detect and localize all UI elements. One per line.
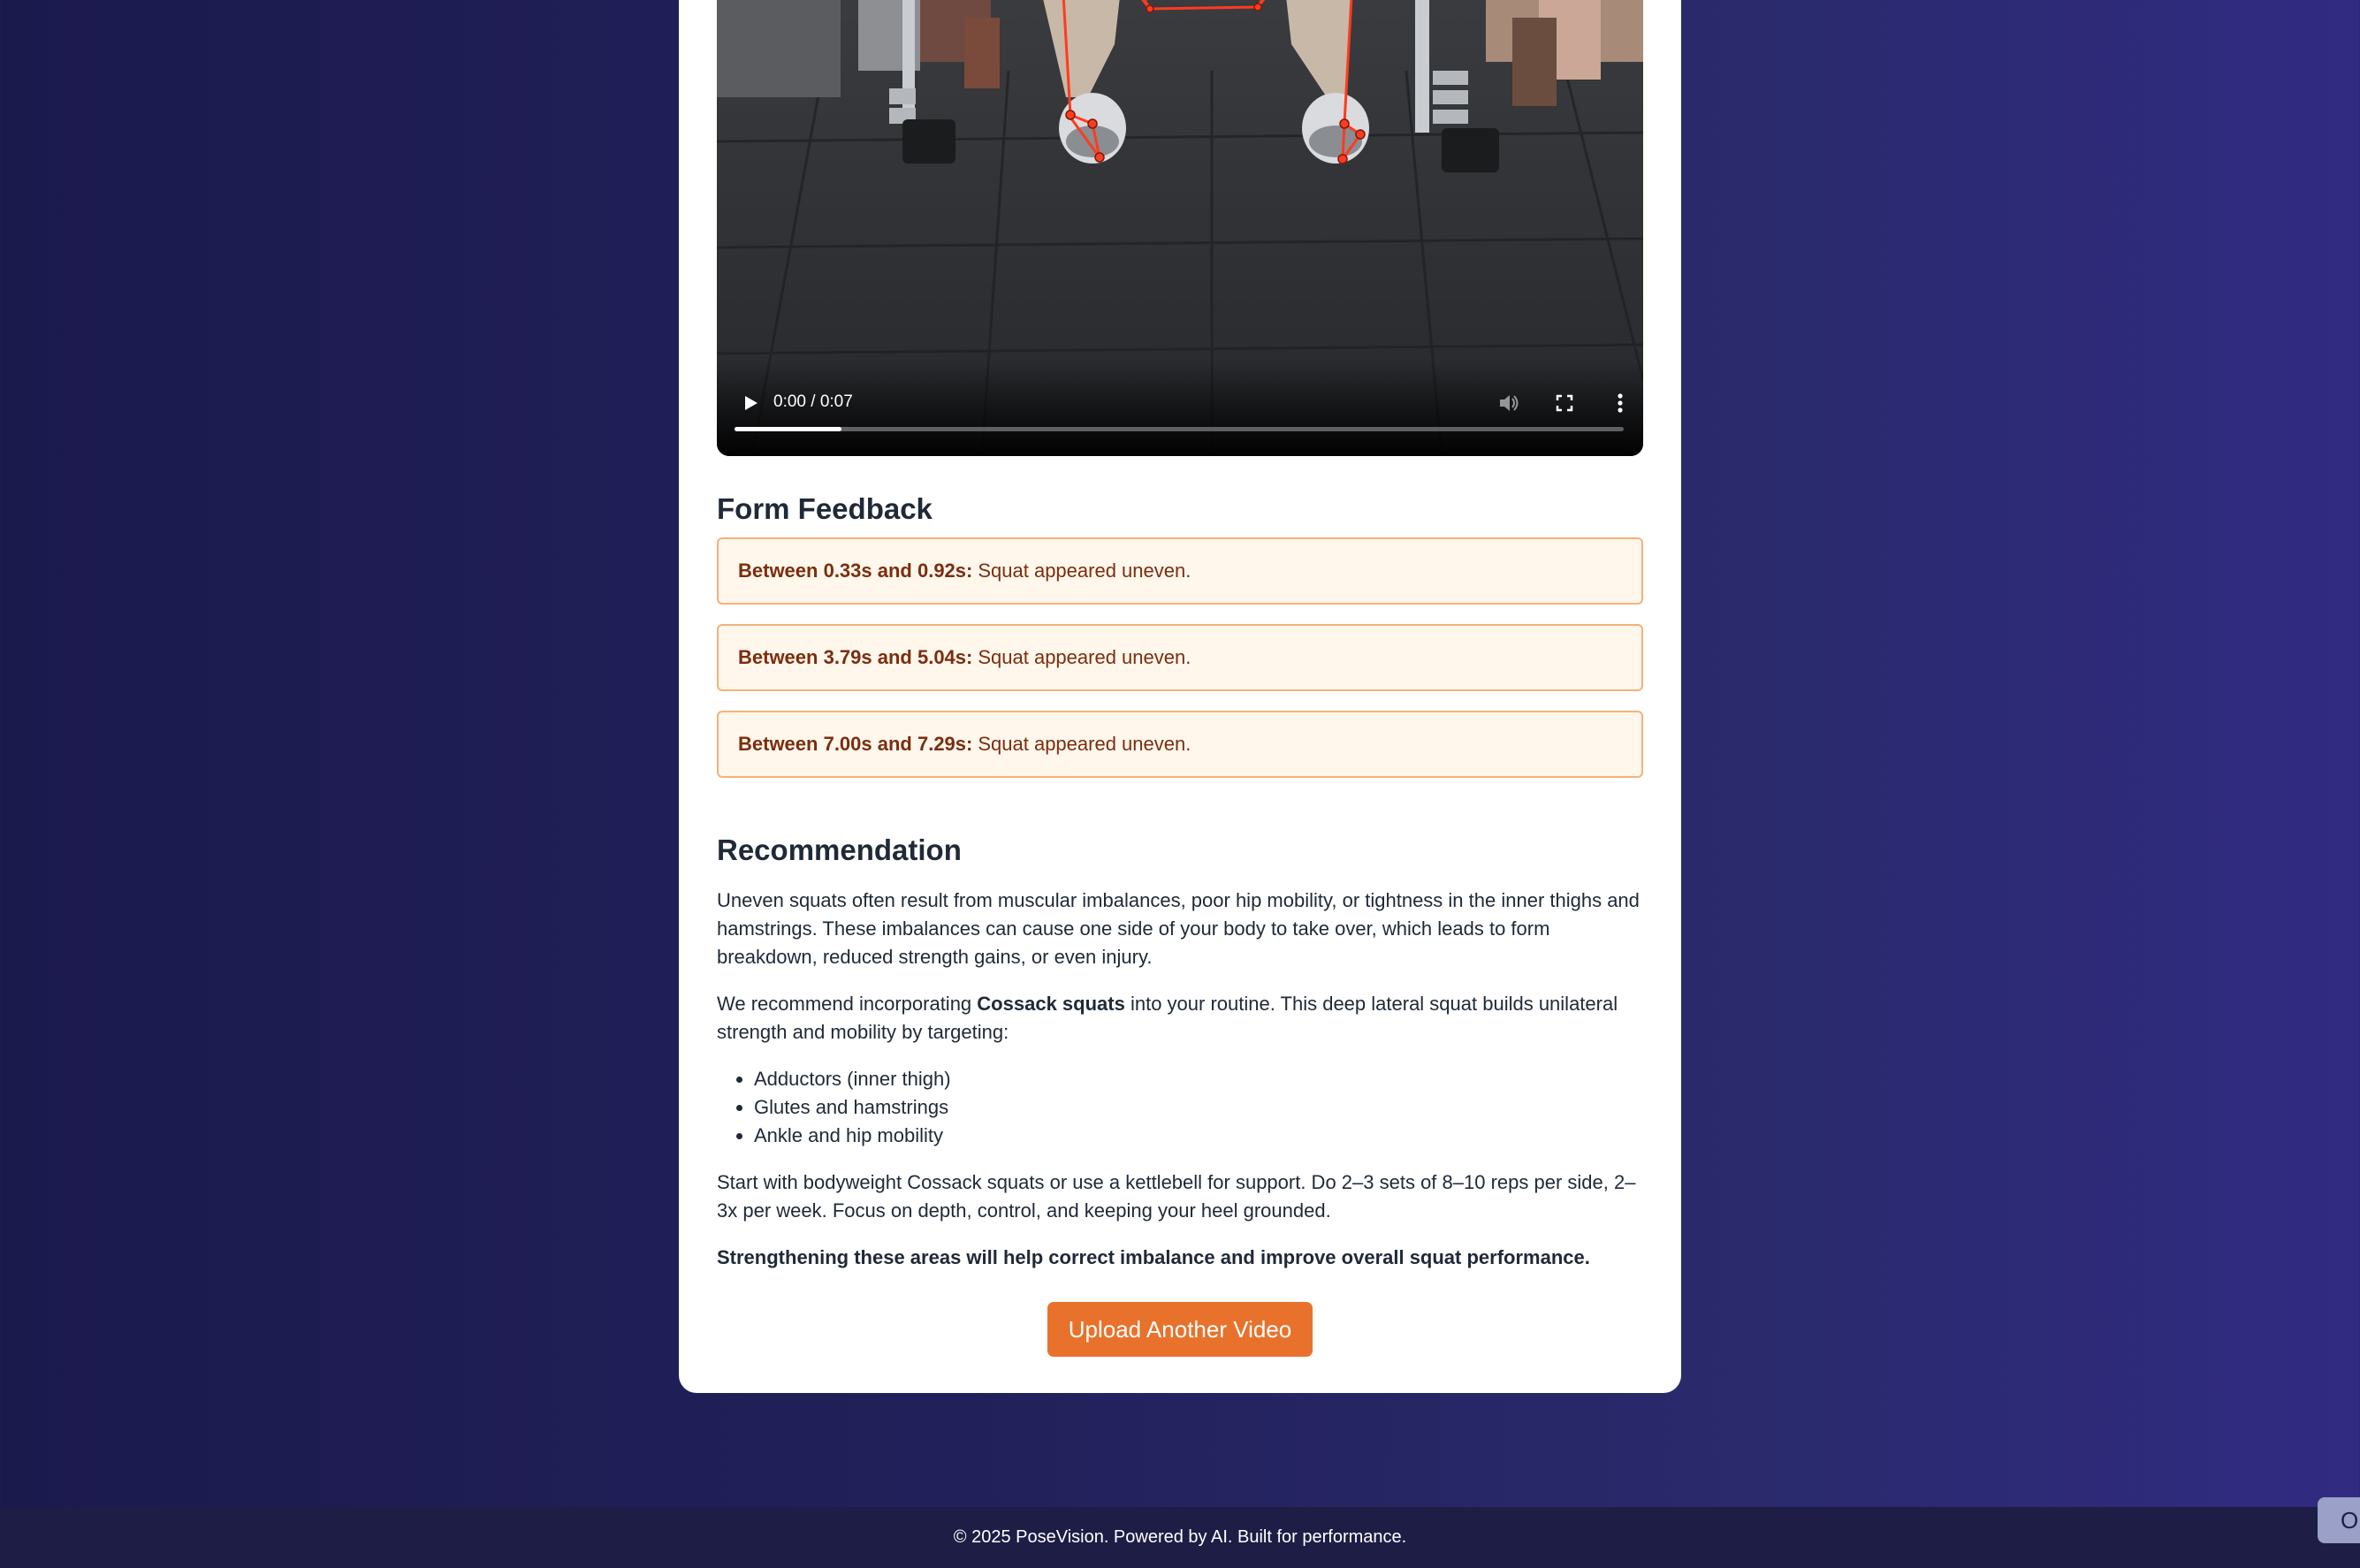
- feedback-item: [717, 624, 1643, 691]
- form-feedback-title: Form Feedback: [717, 492, 933, 525]
- feedback-time: Between 3.79s and 5.04s:: [738, 646, 973, 668]
- recommendation-title: Recommendation: [717, 833, 962, 866]
- target-list: [717, 1065, 1645, 1150]
- video-controls: [717, 359, 1643, 456]
- recommendation-body: [717, 887, 1645, 1272]
- video-player[interactable]: [717, 0, 1643, 456]
- feedback-time: Between 0.33s and 0.92s:: [738, 559, 973, 582]
- list-item: • Adductors (inner thigh): [754, 1065, 1645, 1093]
- video-time: 0:00 / 0:07: [773, 392, 853, 411]
- feedback-item: [717, 711, 1643, 778]
- paragraph-text: into your routine. This deep lateral squat builds unilateral strength and mobility by targeting:: [717, 993, 1618, 1043]
- recommendation-paragraph: Start with bodyweight Cossack squats or use a kettlebell for support. Do 2–3 sets of 8–10 reps per side, 2–3x per week. Focus on depth, control, and keeping your heel grounded.: [717, 1171, 1636, 1222]
- volume-icon[interactable]: [1495, 389, 1523, 417]
- feedback-message: Squat appeared uneven.: [978, 646, 1191, 668]
- feedback-time: Between 7.00s and 7.29s:: [738, 733, 973, 755]
- paragraph-text: We recommend incorporating: [717, 993, 972, 1015]
- video-progress-bar[interactable]: [735, 427, 1624, 431]
- upload-another-video-button[interactable]: Upload Another Video: [1047, 1302, 1313, 1357]
- recommendation-closing: Strengthening these areas will help correct imbalance and improve overall squat performance.: [717, 1246, 1590, 1268]
- feedback-item: [717, 537, 1643, 605]
- video-progress-fill: [735, 427, 841, 431]
- recommendation-paragraph: Uneven squats often result from muscular imbalances, poor hip mobility, or tightness in the inner thighs and hamstrings. These imbalances can cause one side of your body to take over, which leads to form breakdown, reduced strength gains, or even injury.: [717, 889, 1640, 968]
- fullscreen-icon[interactable]: [1550, 389, 1579, 417]
- feedback-message: Squat appeared uneven.: [978, 559, 1191, 582]
- side-chip-button[interactable]: O: [2318, 1497, 2360, 1543]
- results-card: [679, 0, 1681, 1393]
- footer-text: © 2025 PoseVision. Powered by AI. Built for performance.: [953, 1527, 1407, 1547]
- list-item: • Glutes and hamstrings: [754, 1093, 1645, 1122]
- more-vertical-icon[interactable]: [1606, 389, 1634, 417]
- recommendation-paragraph: [717, 990, 1645, 1047]
- footer: [0, 1507, 2360, 1568]
- play-icon[interactable]: [736, 389, 765, 417]
- feedback-message: Squat appeared uneven.: [978, 733, 1191, 755]
- exercise-name: Cossack squats: [977, 993, 1125, 1015]
- list-item: • Ankle and hip mobility: [754, 1122, 1645, 1150]
